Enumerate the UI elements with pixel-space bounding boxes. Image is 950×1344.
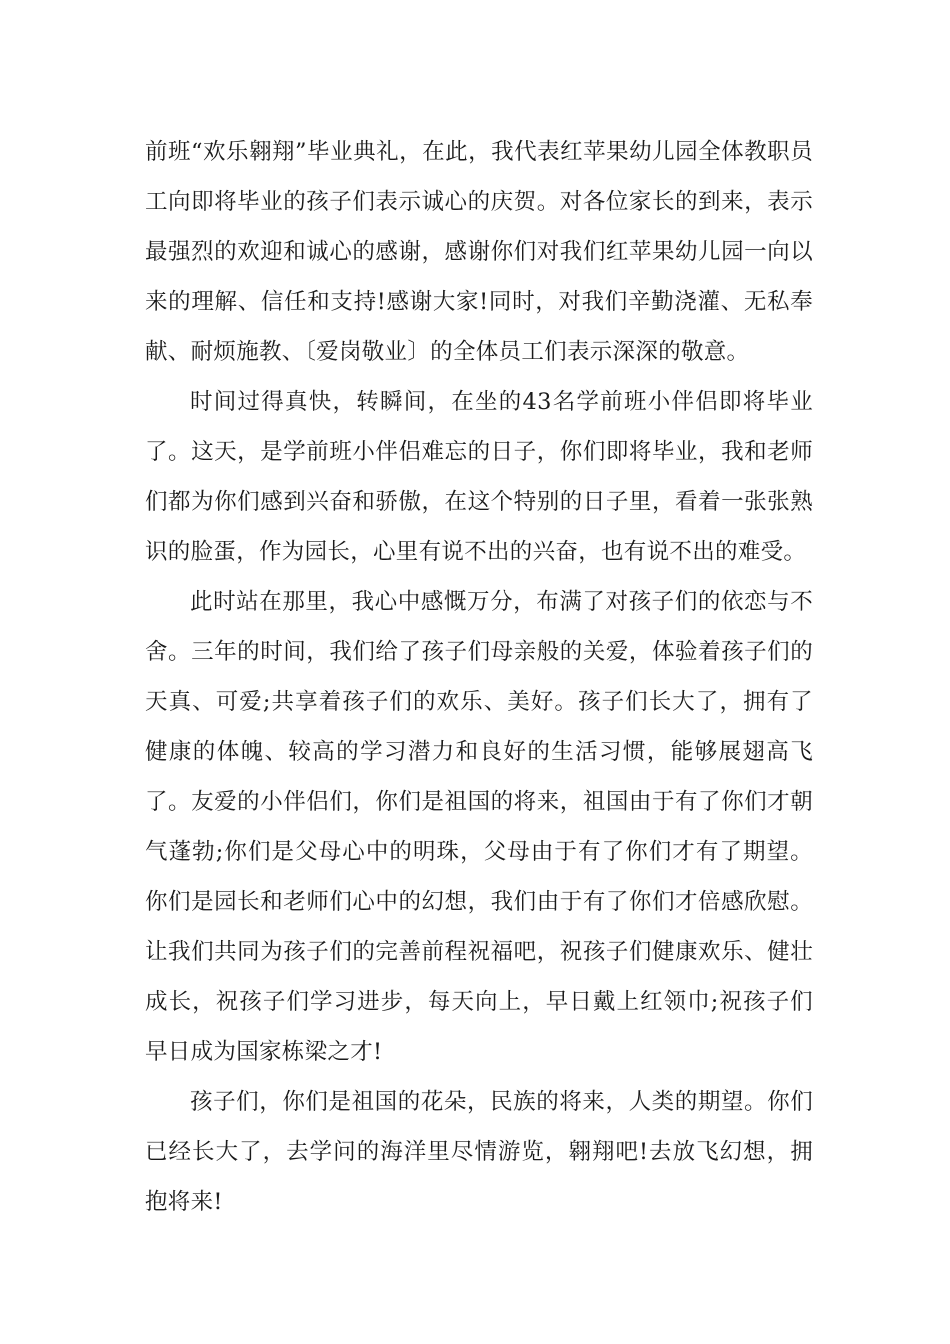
document-body: [145, 127, 813, 1227]
paragraph-closing: 孩子们，你们是祖国的花朵，民族的将来，人类的期望。你们已经长大了，去学问的海洋里尽情游览，翱翔吧!去放飞幻想，拥抱将来!: [145, 1089, 813, 1215]
paragraph-emotions-blessings: 此时站在那里，我心中感慨万分，布满了对孩子们的依恋与不舍。三年的时间，我们给了孩子们母亲般的关爱，体验着孩子们的天真、可爱;共享着孩子们的欢乐、美好。孩子们长大了，拥有了健康的体魄、较高的学习潜力和良好的生活习惯，能够展翅高飞了。友爱的小伴侣们，你们是祖国的将来，祖国由于有了你们才朝气蓬勃;你们是父母心中的明珠，父母由于有了你们才有了期望。你们是园长和老师们心中的幻想，我们由于有了你们才倍感欣慰。让我们共同为孩子们的完善前程祝福吧，祝孩子们健康欢乐、健壮成长，祝孩子们学习进步，每天向上，早日戴上红领巾;祝孩子们早日成为国家栋梁之才!: [145, 589, 813, 1065]
paragraph-time-passes: 时间过得真快，转瞬间，在坐的43名学前班小伴侣即将毕业了。这天，是学前班小伴侣难忘的日子，你们即将毕业，我和老师们都为你们感到兴奋和骄傲，在这个特别的日子里，看着一张张熟识的脸蛋，作为园长，心里有说不出的兴奋，也有说不出的难受。: [145, 389, 813, 565]
paragraph-continuation: 前班“欢乐翱翔”毕业典礼，在此，我代表红苹果幼儿园全体教职员工向即将毕业的孩子们表示诚心的庆贺。对各位家长的到来，表示最强烈的欢迎和诚心的感谢，感谢你们对我们红苹果幼儿园一向以来的理解、信任和支持!感谢大家!同时，对我们辛勤浇灌、无私奉献、耐烦施教、〔爱岗敬业〕的全体员工们表示深深的敬意。: [145, 139, 813, 365]
